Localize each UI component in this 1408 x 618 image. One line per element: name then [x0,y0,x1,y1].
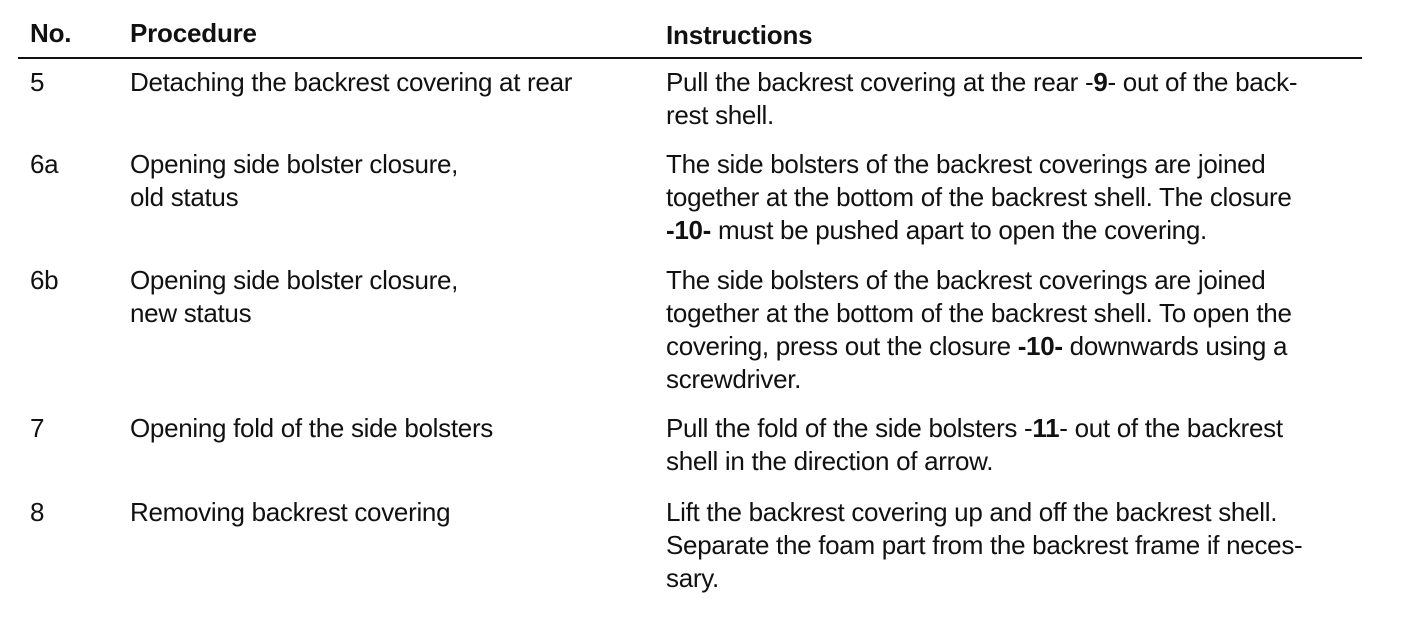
instructions-text: - out of the back- rest shell. [666,67,1298,130]
row-instructions [666,496,1356,595]
row-procedure: Opening side bolster closure, new status [130,265,459,328]
reference-number: -10- [666,215,712,245]
reference-number: 11 [1032,413,1060,443]
header-divider [18,57,1362,59]
row-number: 8 [30,497,45,527]
instructions-text: Pull the backrest covering at the rear - [666,67,1094,97]
reference-number: 9 [1093,67,1108,97]
column-header-procedure: Procedure [130,18,257,48]
column-header-no: No. [30,18,72,48]
row-procedure: Opening fold of the side bolsters [130,413,493,443]
row-number: 6a [30,149,59,179]
row-procedure: Opening side bolster closure, old status [130,149,459,212]
row-procedure: Detaching the backrest covering at rear [130,67,573,97]
reference-number: -10- [1017,331,1063,361]
instructions-text: - out of the backrest shell in the direction of arrow. [666,413,1283,476]
row-instructions [666,412,1356,478]
row-instructions [666,148,1356,247]
row-number: 6b [30,265,59,295]
instructions-text: Pull the fold of the side bolsters - [666,413,1033,443]
instructions-text: downwards using a screwdriver. [666,331,1288,394]
instructions-text: The side bolsters of the backrest coverings are joined together at the bottom of the backrest shell. To open the covering, press out the closure [666,265,1292,361]
column-header-instructions: Instructions [666,20,813,50]
row-instructions [666,66,1356,132]
row-number: 5 [30,67,45,97]
row-instructions [666,264,1356,396]
instructions-text: must be pushed apart to open the covering. [711,215,1207,245]
instructions-text: The side bolsters of the backrest coverings are joined together at the bottom of the backrest shell. The closure [666,149,1292,212]
row-procedure: Removing backrest covering [130,497,451,527]
row-number: 7 [30,413,45,443]
instructions-text: Lift the backrest covering up and off the backrest shell. Separate the foam part from the backrest frame if neces- sary. [666,497,1303,593]
